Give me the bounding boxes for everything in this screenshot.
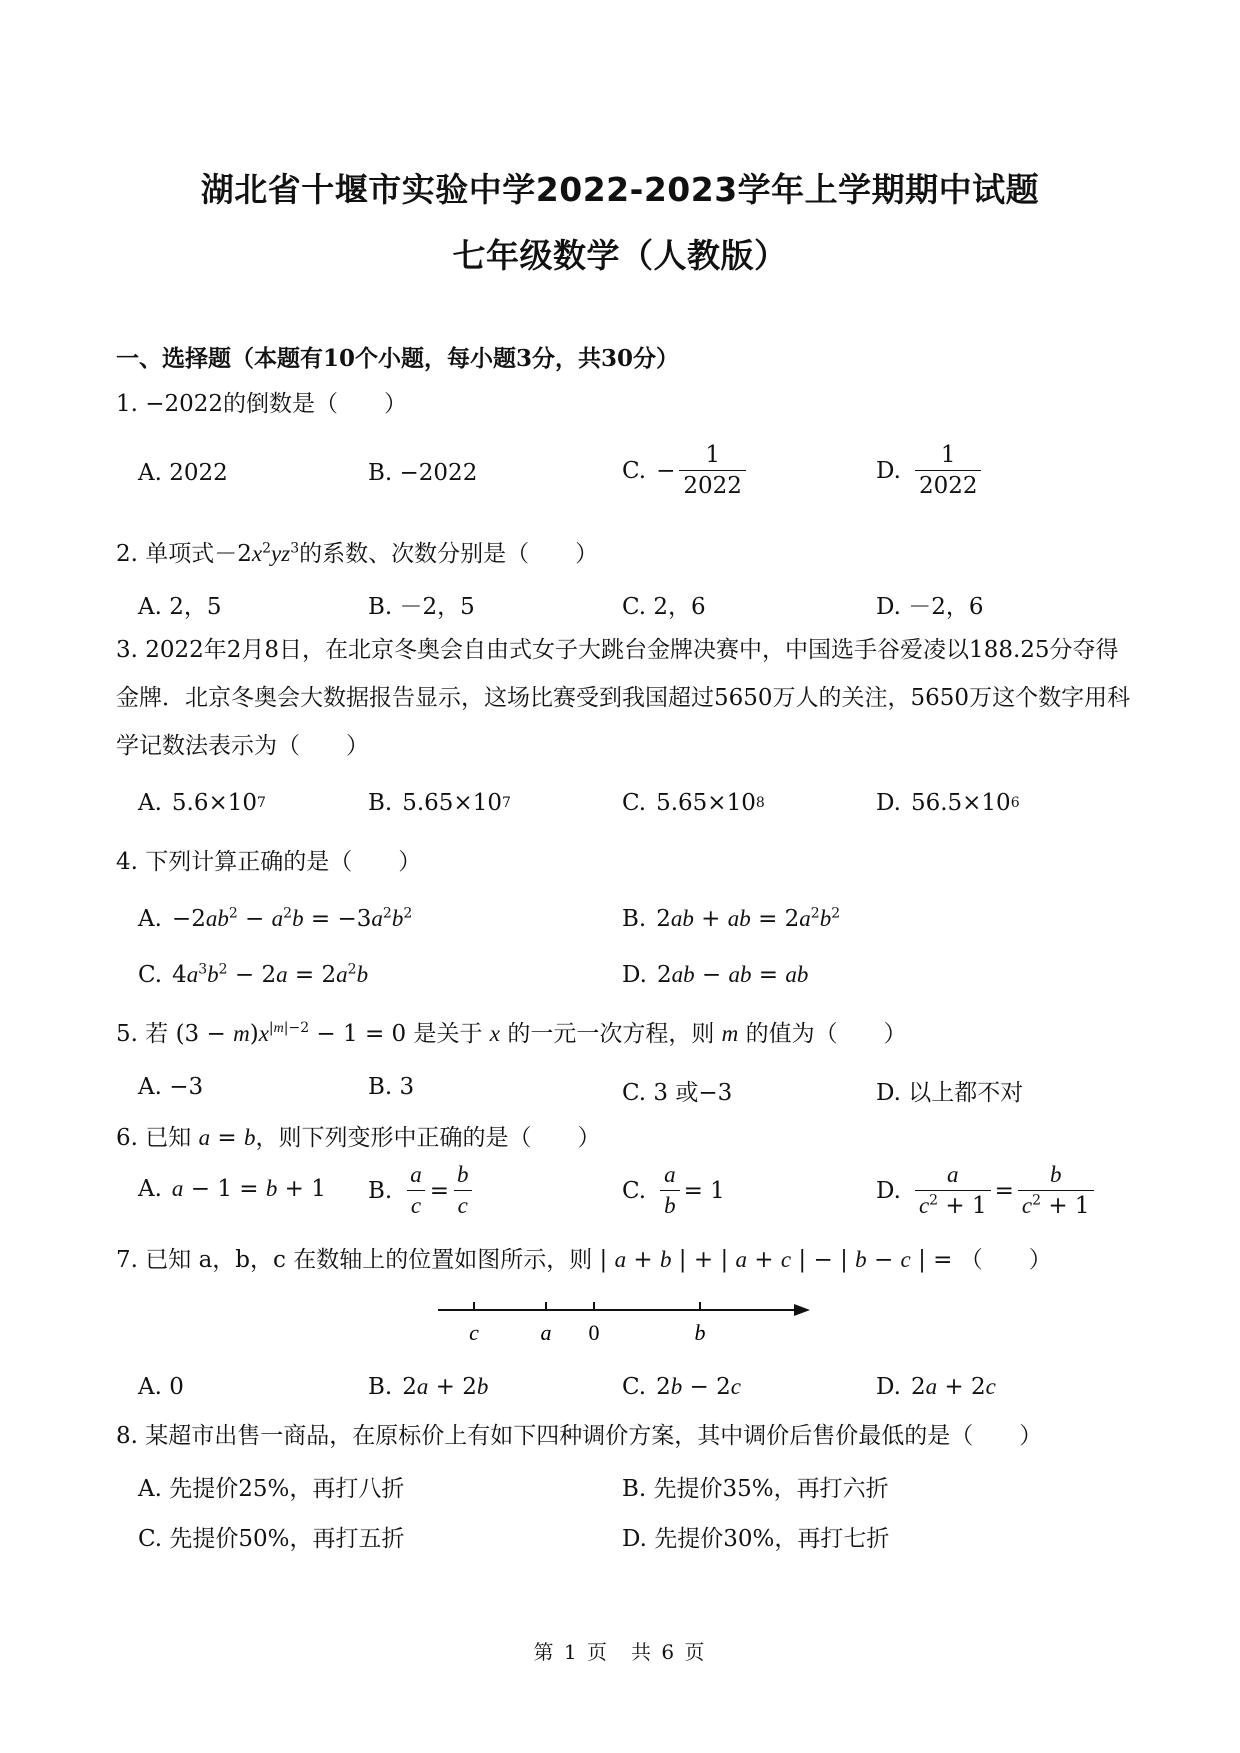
q7-option-c: C. 2b − 2c — [622, 1374, 741, 1400]
q6-stem-pre: 6. 已知 — [116, 1125, 192, 1151]
q6-stem-post: ，则下列变形中正确的是（ ） — [255, 1125, 601, 1151]
page-footer: 第 1 页 共 6 页 — [533, 1640, 707, 1664]
label-a: a — [540, 1320, 552, 1345]
q1-option-c-label: C. — [622, 457, 647, 484]
question-2-stem: 2. 单项式$-2x^2yz^3$的系数、次数分别是（ ） — [116, 540, 599, 567]
q5-stem-var-x: x — [489, 1021, 501, 1046]
q7-stem-post: （ ） — [959, 1247, 1052, 1273]
question-6-stem: 6. 已知 a = b，则下列变形中正确的是（ ） — [116, 1125, 601, 1151]
q4-option-a: A. $-2ab^2 - a^2b = -3a^2b^2$ — [138, 905, 413, 932]
q2-stem-pre: 2. 单项式－2 — [116, 541, 252, 567]
label-0: 0 — [588, 1320, 600, 1345]
q3-c-label: C. — [622, 790, 647, 816]
q1-option-d — [876, 442, 985, 499]
q1-c-numerator: 1 — [705, 442, 720, 468]
q3-option-c: C. 5.65×10 8 — [622, 790, 765, 816]
q4-a-label: A. — [138, 906, 162, 932]
q7-option-a: A. 0 — [138, 1374, 184, 1400]
q7-b-label: B. — [368, 1374, 393, 1400]
q6-option-b: B. $\frac{a}{c}$ = $\frac{b}{c}$ — [368, 1162, 477, 1219]
number-line-arrow — [794, 1304, 810, 1316]
q5-stem-mid2: 的一元一次方程，则 — [507, 1021, 715, 1047]
q6-option-a: A. a − 1 = b + 1 — [138, 1176, 326, 1202]
q7-option-d: D. 2a + 2c — [876, 1374, 996, 1400]
q4-d-label: D. — [622, 962, 647, 988]
q2-option-d: D. －2，6 — [876, 594, 984, 620]
q7-c-label: C. — [622, 1374, 647, 1400]
label-c: c — [469, 1320, 479, 1345]
q1-c-denominator: 2022 — [679, 470, 746, 499]
q1-option-b: B. −2022 — [368, 460, 478, 486]
q4-option-d: D. 2ab − ab = ab — [622, 962, 809, 988]
label-b: b — [694, 1320, 706, 1345]
q6-c-label: C. — [622, 1177, 647, 1204]
q3-d-label: D. — [876, 790, 901, 816]
q2-option-a: A. 2，5 — [138, 594, 222, 620]
q6-a-label: A. — [138, 1176, 162, 1202]
q1-option-c-fraction — [679, 442, 746, 499]
q5-stem-mid: 是关于 — [413, 1021, 483, 1047]
q3-b-label: B. — [368, 790, 393, 816]
q3-c-base: 5.65×10 — [656, 790, 756, 816]
q5-stem-pre: 5. 若 — [116, 1021, 169, 1047]
q2-option-b: B. －2，5 — [368, 594, 475, 620]
question-7-stem: 7. 已知 a，b，c 在数轴上的位置如图所示，则 | a + b | + | a + c | − | b − c | = （ ） — [116, 1247, 1052, 1273]
q2-stem-post: 的系数、次数分别是（ ） — [299, 541, 599, 567]
q3-option-d: D. 56.5×10 6 — [876, 790, 1020, 816]
q4-option-b: B. 2ab + ab = $2a^2b^2$ — [622, 905, 841, 932]
section-heading-choice: 一、选择题（本题有10个小题，每小题3分，共30分） — [116, 345, 680, 372]
q3-a-label: A. — [138, 790, 162, 816]
q7-d-label: D. — [876, 1374, 901, 1400]
q3-option-b: B. 5.65×10 7 — [368, 790, 511, 816]
q2-option-c: C. 2，6 — [622, 594, 706, 620]
q3-d-base: 56.5×10 — [910, 790, 1011, 816]
question-8-stem: 8. 某超市出售一商品，在原标价上有如下四种调价方案，其中调价后售价最低的是（ ） — [116, 1423, 1043, 1449]
q8-option-c: C. 先提价50%，再打五折 — [138, 1526, 405, 1552]
q4-option-c: C. $4a^3b^2 - 2a = 2a^2b$ — [138, 961, 369, 988]
q6-b-label: B. — [368, 1177, 393, 1204]
q8-option-b: B. 先提价35%，再打六折 — [622, 1476, 889, 1502]
q3-b-base: 5.65×10 — [402, 790, 502, 816]
number-line-figure — [428, 1290, 818, 1350]
q1-option-d-label: D. — [876, 457, 901, 484]
q5-option-a: A. −3 — [138, 1074, 204, 1100]
q5-option-d: D. 以上都不对 — [876, 1080, 1024, 1106]
q8-option-d: D. 先提价30%，再打七折 — [622, 1526, 890, 1552]
q1-option-a: A. 2022 — [138, 460, 228, 486]
q8-option-a: A. 先提价25%，再打八折 — [138, 1476, 405, 1502]
q4-b-label: B. — [622, 906, 647, 932]
q6-option-c: C. $\frac{a}{b}$ = 1 — [622, 1162, 725, 1218]
q3-option-a: A. 5.6×10 7 — [138, 790, 266, 816]
q1-d-numerator: 1 — [940, 442, 956, 468]
q1-d-denominator: 2022 — [915, 470, 982, 499]
q4-c-label: C. — [138, 962, 163, 988]
question-5-stem: 5. 若 $(3 - m)x^{|m|-2} - 1 = 0$ 是关于 x 的一元一次方程，则 m 的值为（ ） — [116, 1020, 907, 1047]
q1-option-d-fraction — [915, 442, 982, 499]
q7-stem-pre: 7. 已知 a，b，c 在数轴上的位置如图所示，则 — [116, 1247, 593, 1273]
q5-stem-var-m: m — [721, 1021, 739, 1046]
q5-option-c: C. 3 或−3 — [622, 1080, 733, 1106]
question-1-stem: 1. −2022的倒数是（ ） — [116, 391, 408, 417]
exam-title: 湖北省十堰市实验中学2022-2023学年上学期期中试题 — [200, 170, 1040, 209]
exam-subtitle: 七年级数学（人教版） — [452, 236, 788, 275]
q6-d-label: D. — [876, 1177, 901, 1204]
q1-option-c — [622, 442, 750, 499]
q7-option-b: B. 2a + 2b — [368, 1374, 489, 1400]
question-4-stem: 4. 下列计算正确的是（ ） — [116, 849, 422, 875]
q3-a-base: 5.6×10 — [171, 790, 258, 816]
q1-option-c-sign: − — [656, 457, 676, 484]
q5-option-b: B. 3 — [368, 1074, 415, 1100]
q6-option-d: D. $\frac{a}{c^2 + 1}$ = $\frac{b}{c^2 + 1}$ — [876, 1162, 1098, 1219]
question-3-stem: 3. 2022年2月8日，在北京冬奥会自由式女子大跳台金牌决赛中，中国选手谷爱凌以188.25分夺得金牌．北京冬奥会大数据报告显示，这场比赛受到我国超过5650万人的关注，5650万这个数字用科学记数法表示为（ ） — [116, 637, 1131, 759]
q5-stem-post: 的值为（ ） — [745, 1021, 907, 1047]
